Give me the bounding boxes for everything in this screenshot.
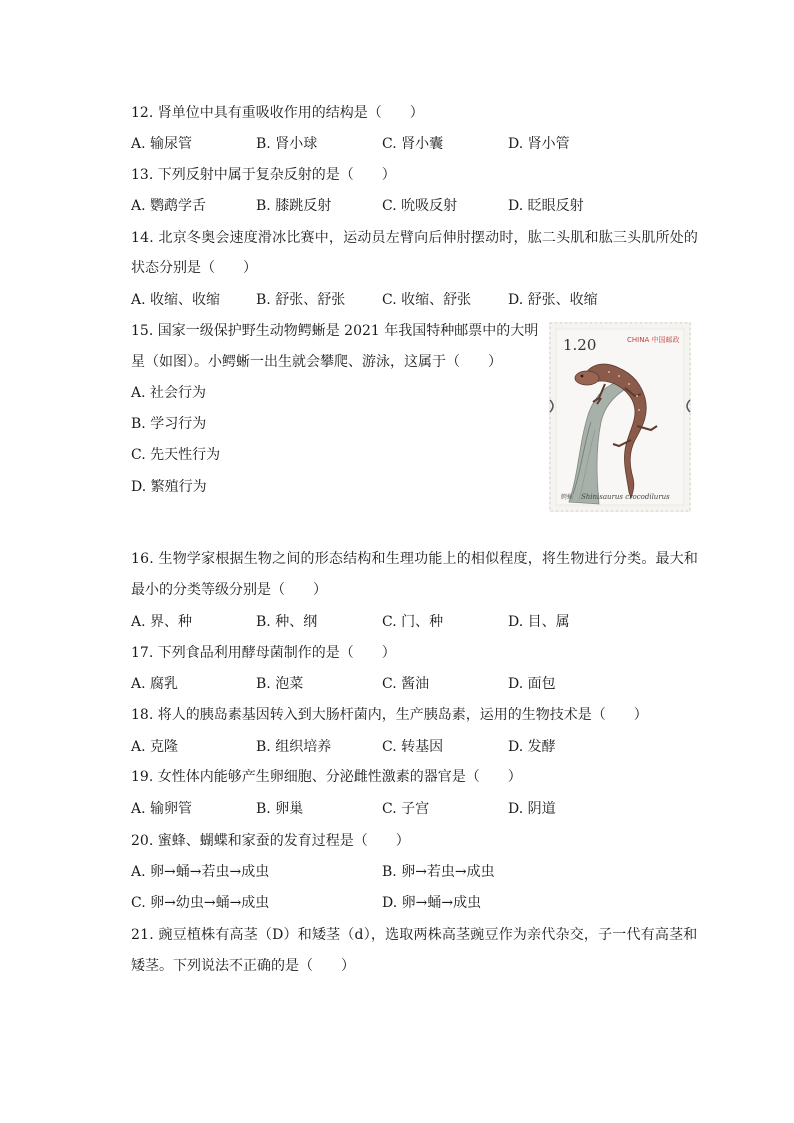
question-13-option-a: A. 鹦鹉学舌: [131, 198, 207, 214]
question-19-option-a: A. 输卵管: [131, 801, 193, 817]
question-17-stem: 17. 下列食品利用酵母菌制作的是（ ）: [131, 645, 396, 661]
stamp-value: 1.20: [563, 336, 597, 354]
stamp-species-latin: Shinisaurus crocodilurus: [581, 493, 670, 501]
question-20-option-c: C. 卵→幼虫→蛹→成虫: [131, 895, 270, 911]
question-19-stem: 19. 女性体内能够产生卵细胞、分泌雌性激素的器官是（ ）: [131, 769, 522, 785]
question-20-option-a: A. 卵→蛹→若虫→成虫: [131, 864, 270, 880]
question-17-option-c: C. 酱油: [382, 676, 430, 692]
question-16-option-a: A. 界、种: [131, 614, 193, 630]
question-16-option-b: B. 种、纲: [256, 614, 318, 630]
question-16-option-c: C. 门、种: [382, 614, 444, 630]
stamp-country: CHINA 中国邮政: [627, 336, 680, 344]
question-20-stem: 20. 蜜蜂、蝴蝶和家蚕的发育过程是（ ）: [131, 833, 410, 849]
question-12-option-b: B. 肾小球: [256, 136, 318, 152]
question-21-stem-line-1: 21. 豌豆植株有高茎（D）和矮茎（d），选取两株高茎豌豆作为亲代杂交，子一代有高茎和: [131, 927, 698, 943]
question-18-stem: 18. 将人的胰岛素基因转入到大肠杆菌内，生产胰岛素，运用的生物技术是（ ）: [131, 707, 648, 723]
question-12-option-a: A. 输尿管: [131, 136, 193, 152]
question-13-option-d: D. 眨眼反射: [508, 198, 584, 214]
question-13-stem: 13. 下列反射中属于复杂反射的是（ ）: [131, 167, 396, 183]
question-18-option-b: B. 组织培养: [256, 739, 332, 755]
question-16-stem-line-1: 16. 生物学家根据生物之间的形态结构和生理功能上的相似程度，将生物进行分类。最大和: [131, 551, 699, 567]
question-17-option-d: D. 面包: [508, 676, 556, 692]
question-15-option-c: C. 先天性行为: [131, 447, 221, 463]
question-12-option-c: C. 肾小囊: [382, 136, 444, 152]
question-15-option-a: A. 社会行为: [131, 385, 207, 401]
question-19-option-b: B. 卵巢: [256, 801, 304, 817]
question-19-option-d: D. 阴道: [508, 801, 556, 817]
question-14-option-d: D. 舒张、收缩: [508, 292, 598, 308]
question-12-stem: 12. 肾单位中具有重吸收作用的结构是（ ）: [131, 105, 424, 121]
question-20-option-b: B. 卵→若虫→成虫: [382, 864, 495, 880]
question-18-option-c: C. 转基因: [382, 739, 444, 755]
question-12-option-d: D. 肾小管: [508, 136, 570, 152]
question-16-option-d: D. 目、属: [508, 614, 570, 630]
question-14-option-c: C. 收缩、舒张: [382, 292, 472, 308]
stamp-species-cn: 鳄蜥: [561, 494, 574, 501]
question-17-option-b: B. 泡菜: [256, 676, 304, 692]
question-13-option-b: B. 膝跳反射: [256, 198, 332, 214]
question-15-stem-line-1: 15. 国家一级保护野生动物鳄蜥是 2021 年我国特种邮票中的大明: [131, 323, 539, 339]
stamp-illustration: [549, 322, 691, 512]
question-13-option-c: C. 吮吸反射: [382, 198, 458, 214]
stamp-image: [549, 322, 691, 512]
question-14-option-a: A. 收缩、收缩: [131, 292, 221, 308]
question-20-option-d: D. 卵→蛹→成虫: [382, 895, 482, 911]
question-19-option-c: C. 子宫: [382, 801, 430, 817]
question-17-option-a: A. 腐乳: [131, 676, 179, 692]
question-16-stem-line-2: 最小的分类等级分别是（ ）: [131, 582, 327, 598]
question-15-option-d: D. 繁殖行为: [131, 479, 207, 495]
question-14-option-b: B. 舒张、舒张: [256, 292, 346, 308]
question-14-stem-line-1: 14. 北京冬奥会速度滑冰比赛中，运动员左臂向后伸肘摆动时，肱二头肌和肱三头肌所处的: [131, 230, 699, 246]
question-21-stem-line-2: 矮茎。下列说法不正确的是（ ）: [131, 958, 355, 974]
question-18-option-a: A. 克隆: [131, 739, 179, 755]
question-15-stem-line-2: 星（如图）。小鳄蜥一出生就会攀爬、游泳，这属于（ ）: [131, 354, 502, 370]
question-14-stem-line-2: 状态分别是（ ）: [131, 260, 257, 276]
question-15-option-b: B. 学习行为: [131, 416, 207, 432]
question-18-option-d: D. 发酵: [508, 739, 556, 755]
